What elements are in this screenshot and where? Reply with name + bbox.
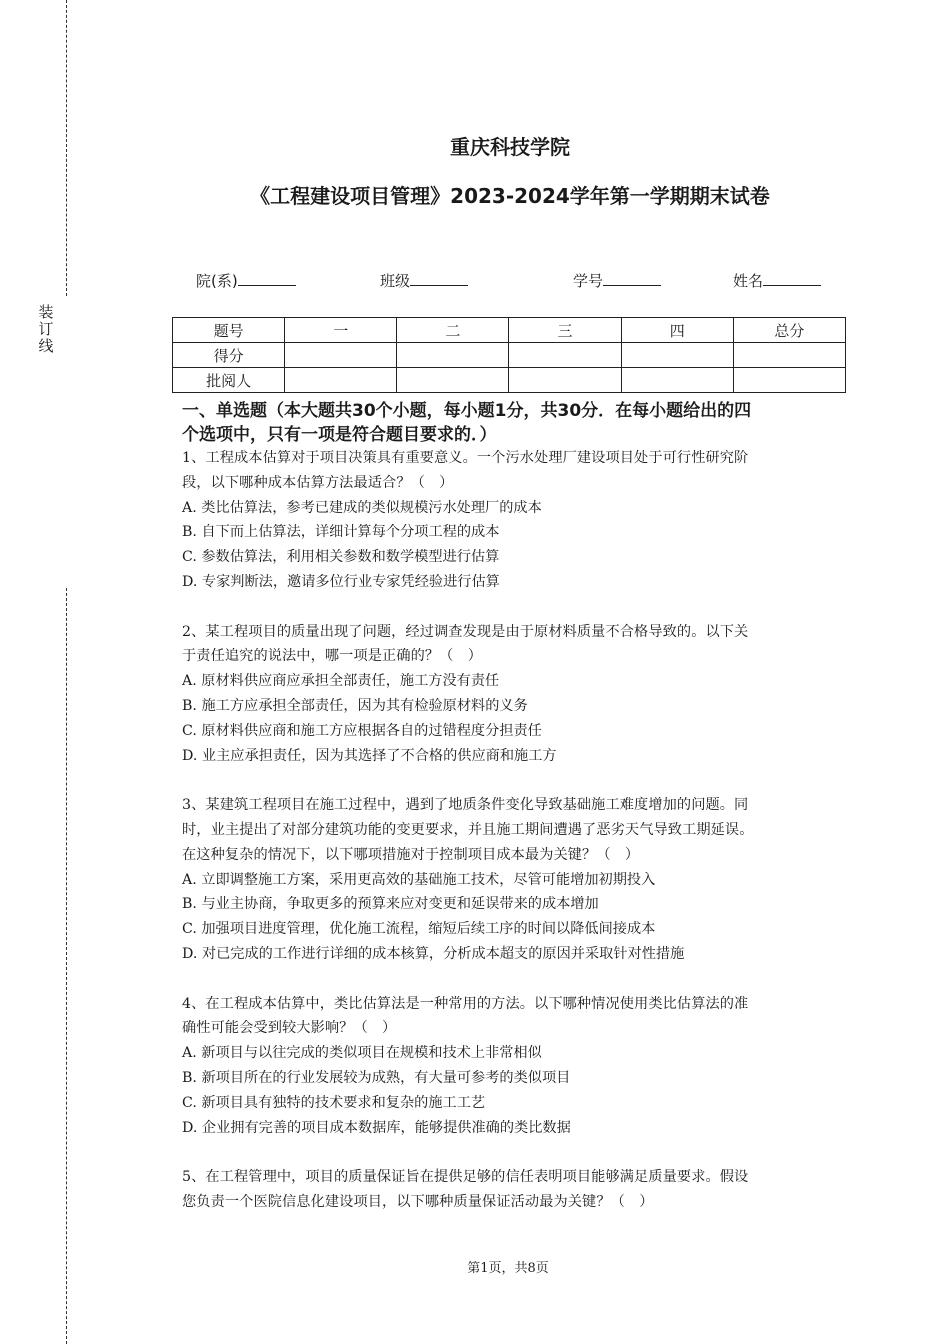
score-cell <box>509 368 621 393</box>
score-cell <box>397 368 509 393</box>
question-stem: 在这种复杂的情况下，以下哪项措施对于控制项目成本最为关键？（ ） <box>182 846 640 863</box>
student-id-blank[interactable] <box>603 271 661 286</box>
score-cell <box>621 343 733 368</box>
answer-option[interactable]: A. 立即调整施工方案，采用更高效的基础施工技术，尽管可能增加初期投入 <box>182 871 656 888</box>
score-table-header-row <box>173 318 846 343</box>
exam-title: 《工程建设项目管理》2023-2024学年第一学期期末试卷 <box>250 184 770 208</box>
score-table-header: 总分 <box>733 318 845 343</box>
score-table <box>172 317 846 393</box>
question-3 <box>182 793 847 967</box>
score-table-row <box>173 343 846 368</box>
answer-option[interactable]: A. 类比估算法，参考已建成的类似规模污水处理厂的成本 <box>182 499 542 516</box>
question-stem: 时，业主提出了对部分建筑功能的变更要求，并且施工期间遭遇了恶劣天气导致工期延误。 <box>182 821 754 838</box>
question-stem: 于责任追究的说法中，哪一项是正确的？（ ） <box>182 648 483 665</box>
score-table-header: 三 <box>509 318 621 343</box>
binding-line-bottom <box>66 588 67 1344</box>
answer-option[interactable]: C. 新项目具有独特的技术要求和复杂的施工工艺 <box>182 1094 486 1111</box>
score-cell <box>621 368 733 393</box>
section-heading: 一、单选题（本大题共30个小题，每小题1分，共30分．在每小题给出的四 个选项中，只有一项是符合题目要求的．） <box>182 401 752 445</box>
question-1 <box>182 446 847 595</box>
question-stem: 确性可能会受到较大影响？（ ） <box>182 1020 397 1037</box>
answer-option[interactable]: B. 与业主协商，争取更多的预算来应对变更和延误带来的成本增加 <box>182 896 599 913</box>
score-row-label: 得分 <box>173 343 285 368</box>
info-field-student-id: 学号 <box>573 270 661 291</box>
answer-option[interactable]: D. 专家判断法，邀请多位行业专家凭经验进行估算 <box>182 573 500 590</box>
answer-option[interactable]: D. 业主应承担责任，因为其选择了不合格的供应商和施工方 <box>182 747 557 764</box>
question-2 <box>182 620 847 769</box>
score-cell <box>733 368 845 393</box>
question-4 <box>182 992 847 1141</box>
info-field-department: 院(系) <box>196 270 296 291</box>
info-field-name: 姓名 <box>733 270 821 291</box>
answer-option[interactable]: A. 原材料供应商应承担全部责任，施工方没有责任 <box>182 673 500 690</box>
question-list <box>182 446 847 1240</box>
score-cell <box>733 343 845 368</box>
score-table-row <box>173 368 846 393</box>
name-blank[interactable] <box>763 271 821 286</box>
school-name: 重庆科技学院 <box>450 135 570 159</box>
binding-char: 订 <box>38 320 54 338</box>
answer-option[interactable]: D. 企业拥有完善的项目成本数据库，能够提供准确的类比数据 <box>182 1119 571 1136</box>
answer-option[interactable]: A. 新项目与以往完成的类似项目在规模和技术上非常相似 <box>182 1045 542 1062</box>
score-table-header: 二 <box>397 318 509 343</box>
score-cell <box>285 343 397 368</box>
binding-char: 线 <box>38 337 54 355</box>
question-stem: 您负责一个医院信息化建设项目，以下哪种质量保证活动最为关键？（ ） <box>182 1193 654 1210</box>
question-5 <box>182 1165 847 1215</box>
question-stem: 3、某建筑工程项目在施工过程中，遇到了地质条件变化导致基础施工难度增加的问题。同 <box>182 797 749 814</box>
binding-label <box>36 304 56 355</box>
answer-option[interactable]: B. 新项目所在的行业发展较为成熟，有大量可参考的类似项目 <box>182 1069 571 1086</box>
question-stem: 4、在工程成本估算中，类比估算法是一种常用的方法。以下哪种情况使用类比估算法的准 <box>182 995 749 1012</box>
score-row-label: 批阅人 <box>173 368 285 393</box>
binding-char: 装 <box>38 303 54 321</box>
page-footer: 第1页，共8页 <box>467 1261 549 1276</box>
question-stem: 1、工程成本估算对于项目决策具有重要意义。一个污水处理厂建设项目处于可行性研究阶 <box>182 450 749 466</box>
info-field-class: 班级 <box>380 270 468 291</box>
answer-option[interactable]: C. 参数估算法，利用相关参数和数学模型进行估算 <box>182 549 500 566</box>
question-stem: 段，以下哪种成本估算方法最适合？（ ） <box>182 474 454 491</box>
score-cell <box>397 343 509 368</box>
answer-option[interactable]: B. 施工方应承担全部责任，因为其有检验原材料的义务 <box>182 697 528 714</box>
score-cell <box>285 368 397 393</box>
answer-option[interactable]: C. 原材料供应商和施工方应根据各自的过错程度分担责任 <box>182 722 542 739</box>
score-table-header: 四 <box>621 318 733 343</box>
answer-option[interactable]: C. 加强项目进度管理，优化施工流程，缩短后续工序的时间以降低间接成本 <box>182 921 656 938</box>
class-blank[interactable] <box>410 271 468 286</box>
score-table-header: 题号 <box>173 318 285 343</box>
answer-option[interactable]: D. 对已完成的工作进行详细的成本核算，分析成本超支的原因并采取针对性措施 <box>182 945 685 962</box>
answer-option[interactable]: B. 自下而上估算法，详细计算每个分项工程的成本 <box>182 524 500 541</box>
score-cell <box>509 343 621 368</box>
question-stem: 5、在工程管理中，项目的质量保证旨在提供足够的信任表明项目能够满足质量要求。假设 <box>182 1169 749 1186</box>
score-table-header: 一 <box>285 318 397 343</box>
department-blank[interactable] <box>238 271 296 286</box>
question-stem: 2、某工程项目的质量出现了问题，经过调查发现是由于原材料质量不合格导致的。以下关 <box>182 623 749 640</box>
